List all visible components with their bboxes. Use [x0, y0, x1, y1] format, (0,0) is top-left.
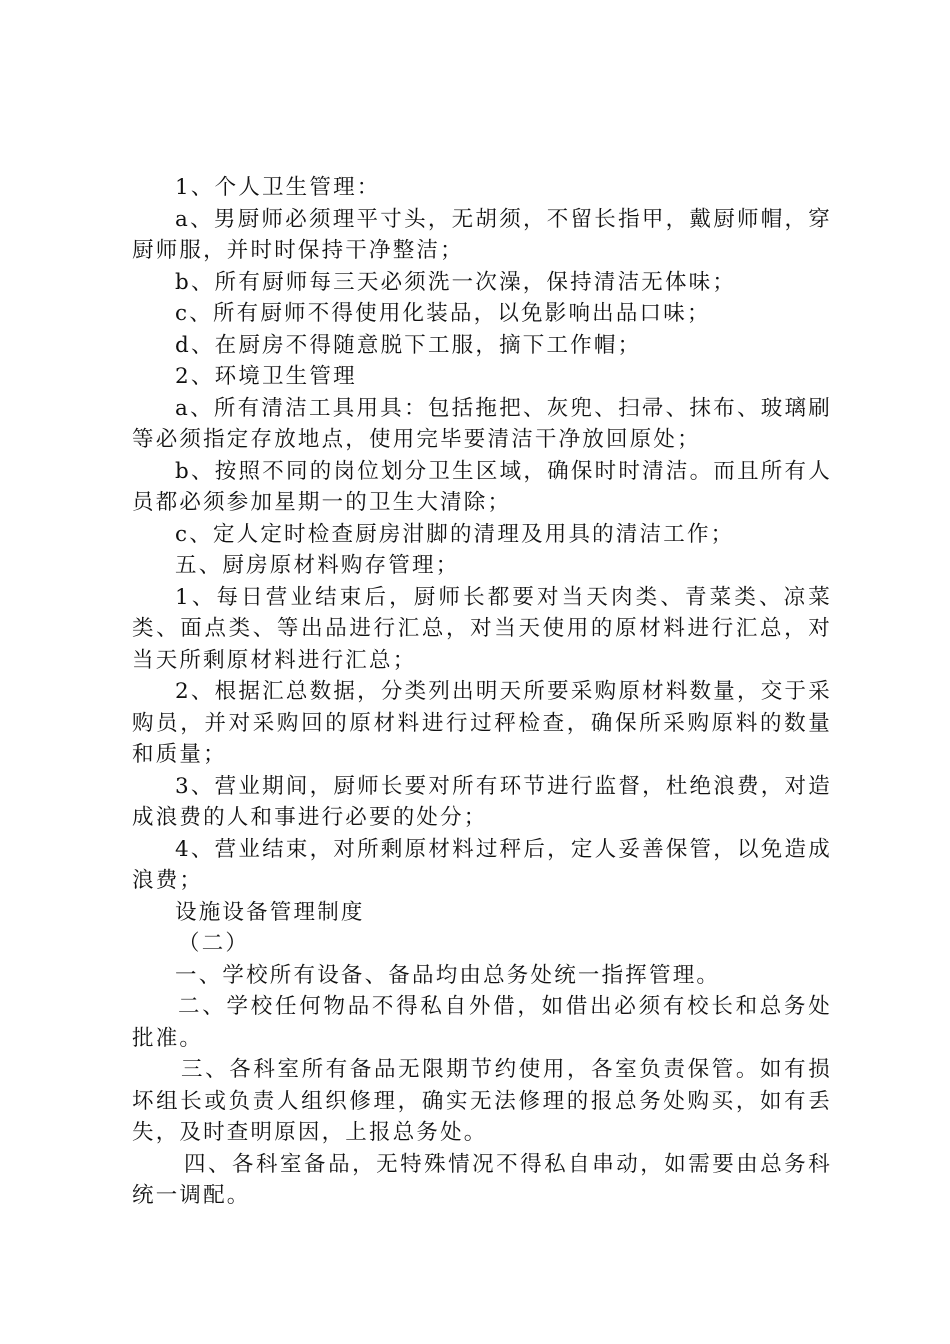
paragraph-section-number: （二）: [178, 931, 250, 956]
paragraph-materials-2: 2、根据汇总数据，分类列出明天所要采购原材料数量，交于采购员，并对采购回的原材料进行过秤检查，确保所采购原料的数量和质量；: [132, 679, 832, 767]
paragraph-environment-heading: 2、环境卫生管理: [175, 364, 357, 389]
paragraph-facilities-3: 三、各科室所有备品无限期节约使用，各室负责保管。如有损坏组长或负责人组织修理，确实无法修理的报总务处购买，如有丢失，及时查明原因，上报总务处。: [132, 1057, 832, 1145]
paragraph-facilities-4: 四、各科室备品，无特殊情况不得私自串动，如需要由总务科统一调配。: [132, 1151, 832, 1208]
paragraph-hygiene-b: b、所有厨师每三天必须洗一次澡，保持清洁无体味；: [175, 269, 737, 295]
paragraph-environment-c: c、定人定时检查厨房泔脚的清理及用具的清洁工作；: [175, 521, 735, 547]
paragraph-materials-heading: 五、厨房原材料购存管理；: [175, 553, 460, 578]
paragraph-personal-hygiene-heading: 1、个人卫生管理：: [175, 175, 381, 200]
document-body: [132, 172, 832, 1212]
paragraph-facilities-title: 设施设备管理制度: [175, 899, 365, 925]
paragraph-materials-3: 3、营业期间，厨师长要对所有环节进行监督，杜绝浪费，对造成浪费的人和事进行必要的处分；: [132, 773, 832, 830]
paragraph-facilities-2: 二、学校任何物品不得私自外借，如借出必须有校长和总务处批准。: [132, 994, 832, 1051]
paragraph-facilities-1: 一、学校所有设备、备品均由总务处统一指挥管理。: [175, 962, 721, 988]
paragraph-materials-1: 1、每日营业结束后，厨师长都要对当天肉类、青菜类、凉菜类、面点类、等出品进行汇总，对当天使用的原材料进行汇总，对当天所剩原材料进行汇总；: [132, 584, 832, 673]
paragraph-environment-a: a、所有清洁工具用具：包括拖把、灰兜、扫帚、抹布、玻璃刷等必须指定存放地点，使用完毕要清洁干净放回原处；: [132, 395, 832, 452]
paragraph-hygiene-a: a、男厨师必须理平寸头，无胡须，不留长指甲，戴厨师帽，穿厨师服，并时时保持干净整洁；: [132, 206, 832, 263]
paragraph-hygiene-d: d、在厨房不得随意脱下工服，摘下工作帽；: [175, 332, 642, 358]
paragraph-hygiene-c: c、所有厨师不得使用化装品，以免影响出品口味；: [175, 301, 711, 326]
paragraph-environment-b: b、按照不同的岗位划分卫生区域，确保时时清洁。而且所有人员都必须参加星期一的卫生大清除；: [132, 458, 832, 515]
paragraph-materials-4: 4、营业结束，对所剩原材料过秤后，定人妥善保管，以免造成浪费；: [132, 836, 832, 893]
